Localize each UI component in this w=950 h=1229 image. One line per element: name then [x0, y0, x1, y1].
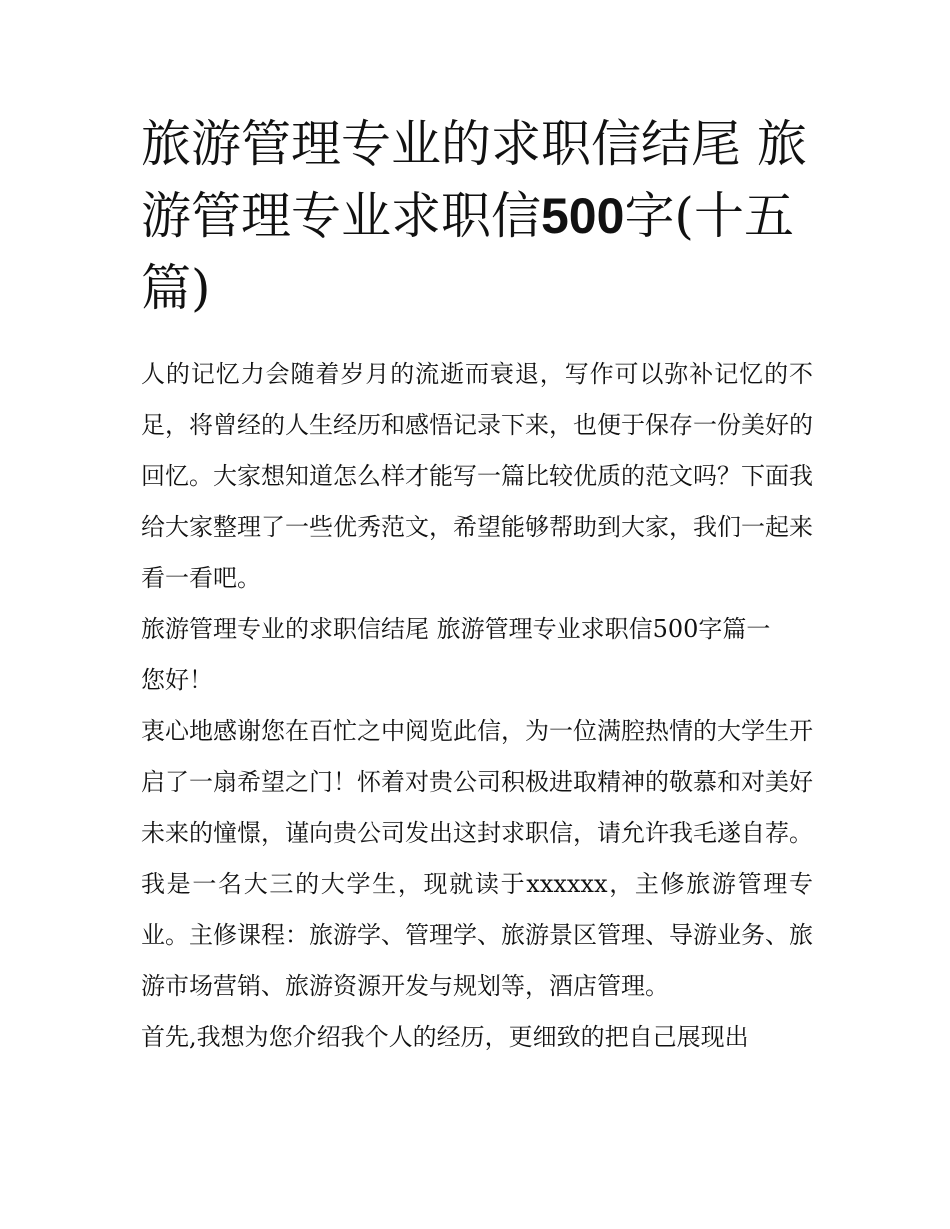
- title-number: 500: [541, 188, 625, 244]
- title-text-part1: 旅游管理专业的求职信结尾 旅游管理专业求职信: [141, 115, 807, 245]
- body-paragraph: 衷心地感谢您在百忙之中阅览此信，为一位满腔热情的大学生开启了一扇希望之门！怀着对贵公司积极进取精神的敬慕和对美好未来的憧憬，谨向贵公司发出这封求职信，请允许我毛遂自荐。: [141, 717, 813, 847]
- document-page: [141, 108, 813, 1063]
- body-paragraph: 我是一名大三的大学生，现就读于xxxxxx，主修旅游管理专业。主修课程：旅游学、管理学、旅游景区管理、导游业务、旅游市场营销、旅游资源开发与规划等，酒店管理。: [141, 870, 813, 1000]
- title-text-part2: 字(十五篇): [141, 187, 794, 317]
- document-title: [141, 108, 813, 324]
- section-heading: 旅游管理专业的求职信结尾 旅游管理专业求职信500字篇一: [141, 615, 771, 643]
- document-body: [141, 349, 813, 1063]
- greeting: 您好！: [141, 666, 213, 694]
- intro-paragraph: 人的记忆力会随着岁月的流逝而衰退，写作可以弥补记忆的不足，将曾经的人生经历和感悟记录下来，也便于保存一份美好的回忆。大家想知道怎么样才能写一篇比较优质的范文吗？下面我给大家整理了一些优秀范文，希望能够帮助到大家，我们一起来看一看吧。: [141, 360, 813, 592]
- body-paragraph: 首先,我想为您介绍我个人的经历，更细致的把自己展现出: [141, 1023, 749, 1051]
